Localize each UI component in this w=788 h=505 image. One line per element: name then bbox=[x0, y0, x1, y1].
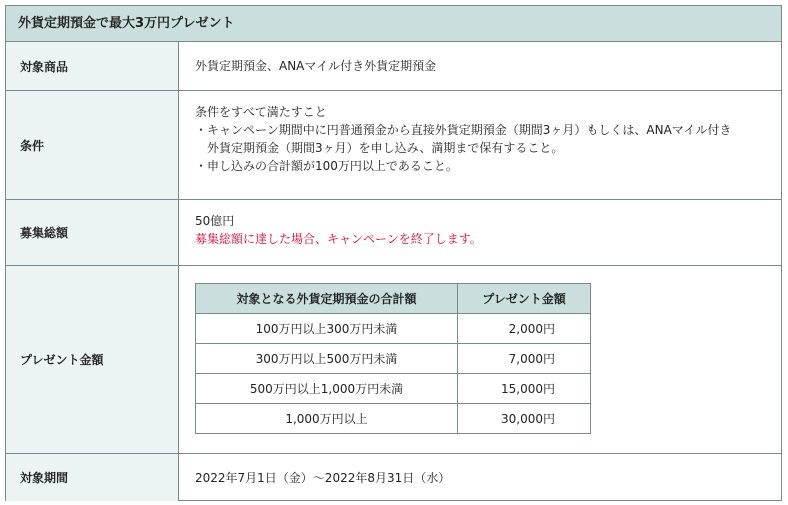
gift-table-header: プレゼント金額 bbox=[458, 284, 591, 314]
row-gift-amount bbox=[6, 266, 781, 454]
period-value: 2022年7月1日（金）〜2022年8月31日（水） bbox=[195, 470, 451, 485]
campaign-table bbox=[5, 5, 782, 501]
gift-amount-cell: 7,000円 bbox=[458, 344, 591, 374]
target-product-value: 外貨定期預金、ANAマイル付き外貨定期預金 bbox=[195, 59, 437, 73]
conditions-intro: 条件をすべて満たすこと bbox=[195, 105, 327, 119]
gift-condition-cell: 300万円以上500万円未満 bbox=[196, 344, 458, 374]
gift-condition-cell: 100万円以上300万円未満 bbox=[196, 314, 458, 344]
row-label: 募集総額 bbox=[6, 200, 179, 265]
condition-bullet-1-line-2: 外貨定期預金（期間3ヶ月）を申し込み、満期まで保有すること。 bbox=[207, 141, 564, 155]
total-amount-value: 50億円 bbox=[195, 214, 235, 228]
row-total-amount bbox=[6, 200, 781, 266]
condition-bullet-2: ・申し込みの合計額が100万円以上であること。 bbox=[195, 159, 458, 173]
row-period bbox=[6, 454, 781, 501]
row-target-product bbox=[6, 42, 781, 91]
gift-amount-table bbox=[195, 283, 591, 434]
table-row bbox=[196, 344, 591, 374]
gift-condition-cell: 1,000万円以上 bbox=[196, 404, 458, 434]
gift-table-header: 対象となる外貨定期預金の合計額 bbox=[196, 284, 458, 314]
campaign-title: 外貨定期預金で最大3万円プレゼント bbox=[6, 6, 781, 42]
conditions-content bbox=[179, 91, 781, 199]
table-row bbox=[196, 374, 591, 404]
gift-amount-content bbox=[179, 266, 781, 453]
gift-table-header-row bbox=[196, 284, 591, 314]
row-label: 対象商品 bbox=[6, 42, 179, 90]
table-row bbox=[196, 404, 591, 434]
total-amount-note: 募集総額に達した場合、キャンペーンを終了します。 bbox=[195, 232, 482, 246]
gift-condition-cell: 500万円以上1,000万円未満 bbox=[196, 374, 458, 404]
table-row bbox=[196, 314, 591, 344]
row-conditions bbox=[6, 91, 781, 200]
row-label: 条件 bbox=[6, 91, 179, 199]
gift-amount-cell: 2,000円 bbox=[458, 314, 591, 344]
condition-bullet-1-line-1: ・キャンペーン期間中に円普通預金から直接外貨定期預金（期間3ヶ月）もしくは、ANAマイル付き bbox=[195, 123, 732, 137]
gift-amount-cell: 30,000円 bbox=[458, 404, 591, 434]
row-label: 対象期間 bbox=[6, 454, 179, 501]
total-amount-content bbox=[179, 200, 781, 265]
row-label: プレゼント金額 bbox=[6, 266, 179, 453]
gift-amount-cell: 15,000円 bbox=[458, 374, 591, 404]
